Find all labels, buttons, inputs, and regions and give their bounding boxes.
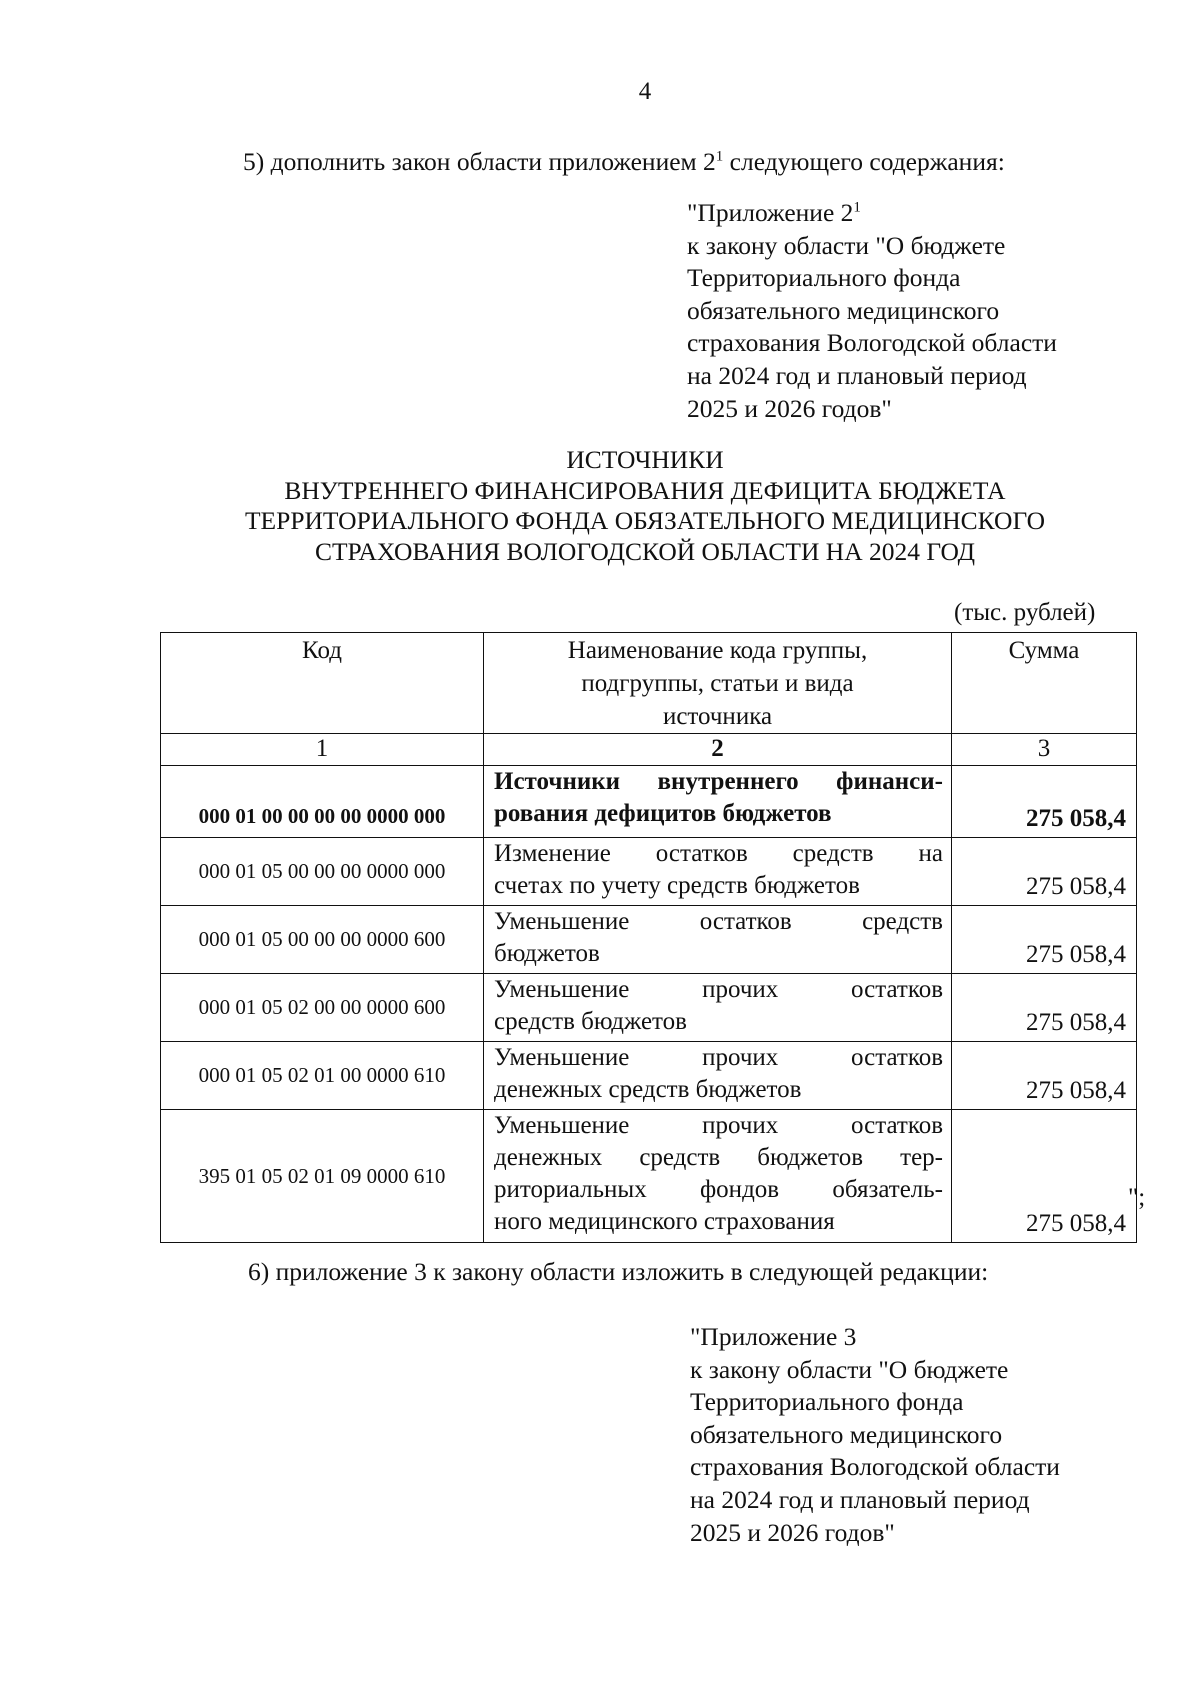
column-number: 3 bbox=[952, 734, 1137, 766]
appendix-3-header bbox=[690, 1321, 1060, 1549]
row-name-line: Уменьшение остатков средств bbox=[494, 908, 943, 935]
row-name-line: Источники внутреннего финанси- bbox=[494, 768, 943, 795]
row-sum: 275 058,4 bbox=[952, 766, 1137, 838]
appendix-2-1-header bbox=[687, 197, 1057, 425]
row-name-line: счетах по учету средств бюджетов bbox=[494, 872, 860, 899]
header-name-line: источника bbox=[662, 703, 773, 730]
row-name-line: ного медицинского страхования bbox=[494, 1208, 835, 1235]
title-line: ВНУТРЕННЕГО ФИНАНСИРОВАНИЯ ДЕФИЦИТА БЮДЖЕТА bbox=[284, 475, 1006, 505]
row-name-line: денежных средств бюджетов bbox=[494, 1076, 802, 1103]
table-row bbox=[161, 1110, 1137, 1243]
header-name-line: Наименование кода группы, bbox=[567, 637, 868, 664]
appendix-line: "Приложение 3 bbox=[690, 1322, 857, 1351]
appendix-line: страхования Вологодской области bbox=[687, 328, 1057, 358]
appendix-line: 2025 и 2026 годов" bbox=[690, 1517, 895, 1547]
row-name bbox=[484, 974, 952, 1042]
row-sum: 275 058,4 bbox=[952, 1042, 1137, 1110]
header-name bbox=[484, 633, 952, 734]
row-name-line: Уменьшение прочих остатков bbox=[494, 1112, 943, 1139]
table-row bbox=[161, 838, 1137, 906]
appendix-line: Территориального фонда bbox=[690, 1387, 964, 1417]
appendix-line: на 2024 год и плановый период bbox=[690, 1484, 1030, 1514]
appendix-line: к закону области "О бюджете bbox=[687, 230, 1006, 260]
appendix-line: Территориального фонда bbox=[687, 263, 961, 293]
row-code: 000 01 00 00 00 00 0000 000 bbox=[161, 766, 484, 838]
appendix-line: 2025 и 2026 годов" bbox=[687, 393, 892, 423]
row-name bbox=[484, 838, 952, 906]
paragraph-6: 6) приложение 3 к закону области изложить в следующей редакции: bbox=[248, 1257, 989, 1286]
column-number: 1 bbox=[161, 734, 484, 766]
appendix-title: "Приложение 2 bbox=[687, 198, 854, 227]
appendix-line: на 2024 год и плановый период bbox=[687, 360, 1027, 390]
header-sum: Сумма bbox=[952, 633, 1137, 734]
units-label: (тыс. рублей) bbox=[954, 599, 1096, 626]
table-column-numbers-row bbox=[161, 734, 1137, 766]
table-row bbox=[161, 906, 1137, 974]
row-name-line: Уменьшение прочих остатков bbox=[494, 1044, 943, 1071]
appendix-line: обязательного медицинского bbox=[687, 295, 1000, 325]
row-code: 000 01 05 02 00 00 0000 600 bbox=[161, 974, 484, 1042]
appendix-line: обязательного медицинского bbox=[690, 1419, 1003, 1449]
paragraph-5-superscript: 1 bbox=[715, 148, 724, 165]
row-sum: 275 058,4 bbox=[952, 906, 1137, 974]
table-row bbox=[161, 974, 1137, 1042]
row-name-line: риториальных фондов обязатель- bbox=[494, 1176, 943, 1203]
row-name-line: денежных средств бюджетов тер- bbox=[494, 1144, 943, 1171]
row-code: 000 01 05 02 01 00 0000 610 bbox=[161, 1042, 484, 1110]
row-name-line: средств бюджетов bbox=[494, 1008, 687, 1035]
page-number: 4 bbox=[638, 78, 652, 105]
row-code: 000 01 05 00 00 00 0000 000 bbox=[161, 838, 484, 906]
row-name bbox=[484, 766, 952, 838]
document-title bbox=[0, 445, 1200, 567]
column-number: 2 bbox=[484, 734, 952, 766]
row-sum: 275 058,4 bbox=[952, 974, 1137, 1042]
paragraph-5-text-end: следующего содержания: bbox=[723, 147, 1005, 176]
paragraph-5 bbox=[243, 147, 1005, 177]
appendix-superscript: 1 bbox=[853, 199, 861, 216]
table-row bbox=[161, 1042, 1137, 1110]
row-code: 395 01 05 02 01 09 0000 610 bbox=[161, 1110, 484, 1243]
appendix-line: страхования Вологодской области bbox=[690, 1452, 1060, 1482]
title-line: ИСТОЧНИКИ bbox=[566, 445, 724, 474]
row-name bbox=[484, 1042, 952, 1110]
row-sum: 275 058,4 bbox=[952, 838, 1137, 906]
row-name-line: Изменение остатков средств на bbox=[494, 840, 943, 867]
row-name bbox=[484, 906, 952, 974]
appendix-line bbox=[687, 197, 1057, 230]
title-line: СТРАХОВАНИЯ ВОЛОГОДСКОЙ ОБЛАСТИ НА 2024 ГОД bbox=[314, 536, 976, 566]
appendix-line: к закону области "О бюджете bbox=[690, 1354, 1009, 1384]
row-name-line: рования дефицитов бюджетов bbox=[494, 800, 832, 827]
row-name-line: Уменьшение прочих остатков bbox=[494, 976, 943, 1003]
header-name-line: подгруппы, статьи и вида bbox=[581, 670, 854, 697]
row-name bbox=[484, 1110, 952, 1243]
closing-quote-mark: "; bbox=[1128, 1184, 1146, 1211]
sources-table bbox=[160, 632, 1137, 1243]
table-row bbox=[161, 766, 1137, 838]
row-name-line: бюджетов bbox=[494, 940, 600, 967]
header-code: Код bbox=[161, 633, 484, 734]
paragraph-5-text: 5) дополнить закон области приложением 2 bbox=[243, 147, 716, 176]
title-line: ТЕРРИТОРИАЛЬНОГО ФОНДА ОБЯЗАТЕЛЬНОГО МЕДИЦИНСКОГО bbox=[244, 506, 1045, 535]
table-header-row bbox=[161, 633, 1137, 734]
row-sum: 275 058,4 bbox=[952, 1110, 1137, 1243]
row-code: 000 01 05 00 00 00 0000 600 bbox=[161, 906, 484, 974]
